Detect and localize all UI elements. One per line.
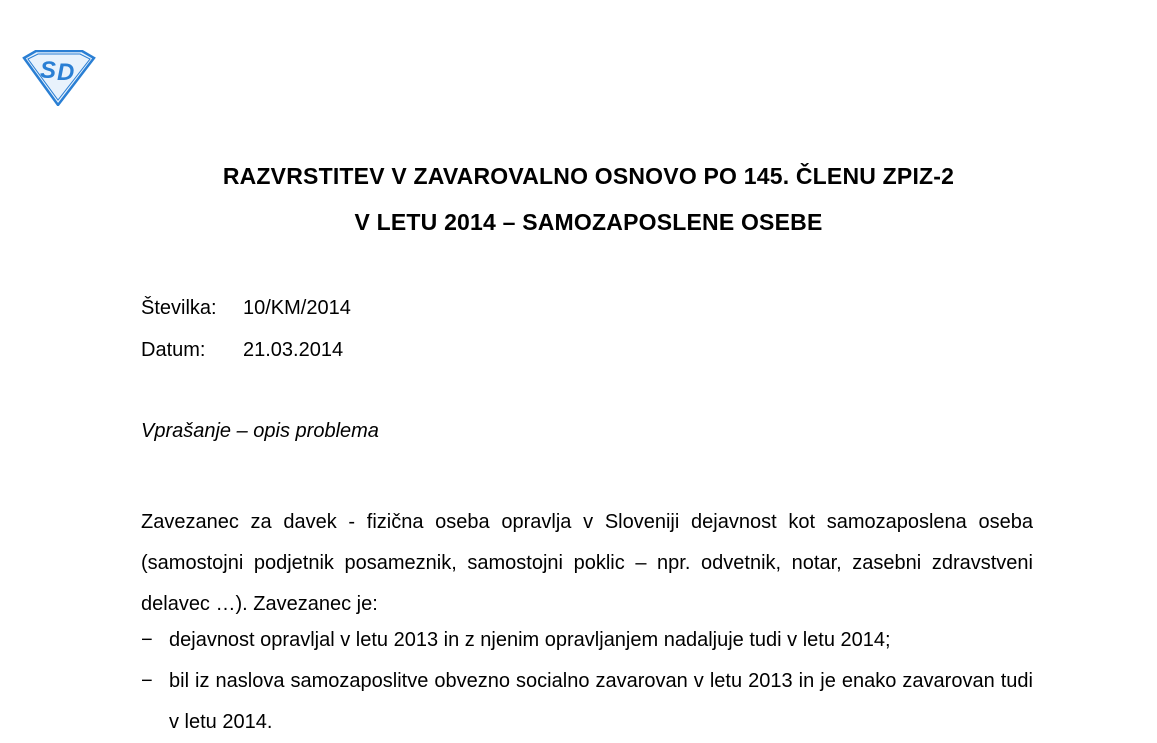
number-label: Številka: [141,297,217,319]
list-item-text: dejavnost opravljal v letu 2013 in z njenim opravljanjem nadaljuje tudi v letu 2014; [169,629,891,651]
condition-list [141,620,1033,743]
document-title-line-1: RAZVRSTITEV V ZAVAROVALNO OSNOVO PO 145. ČLENU ZPIZ-2 [222,163,955,189]
number-value: 10/KM/2014 [243,297,351,319]
list-item-text: bil iz naslova samozaposlitve obvezno socialno zavarovan v letu 2013 in je enako zavarovan tudi v letu 2014. [169,670,1033,733]
list-item [141,620,1033,661]
number-row [141,297,351,320]
body-paragraph: Zavezanec za davek - fizična oseba opravlja v Sloveniji dejavnost kot samozaposlena oseba (samostojni podjetnik posameznik, samostojni poklic – npr. odvetnik, notar, zasebni zdravstveni delavec …). Zavezanec je: [141,511,1033,615]
company-logo [22,50,96,106]
list-item [141,661,1033,743]
list-marker: − [141,629,153,651]
svg-text:S: S [40,57,57,84]
list-marker: − [141,670,153,692]
question-heading: Vprašanje – opis problema [141,420,379,442]
date-row [141,339,343,362]
svg-text:D: D [57,59,75,86]
date-value: 21.03.2014 [243,339,344,361]
document-title-line-2: V LETU 2014 – SAMOZAPOSLENE OSEBE [354,209,823,235]
date-label: Datum: [141,339,206,361]
